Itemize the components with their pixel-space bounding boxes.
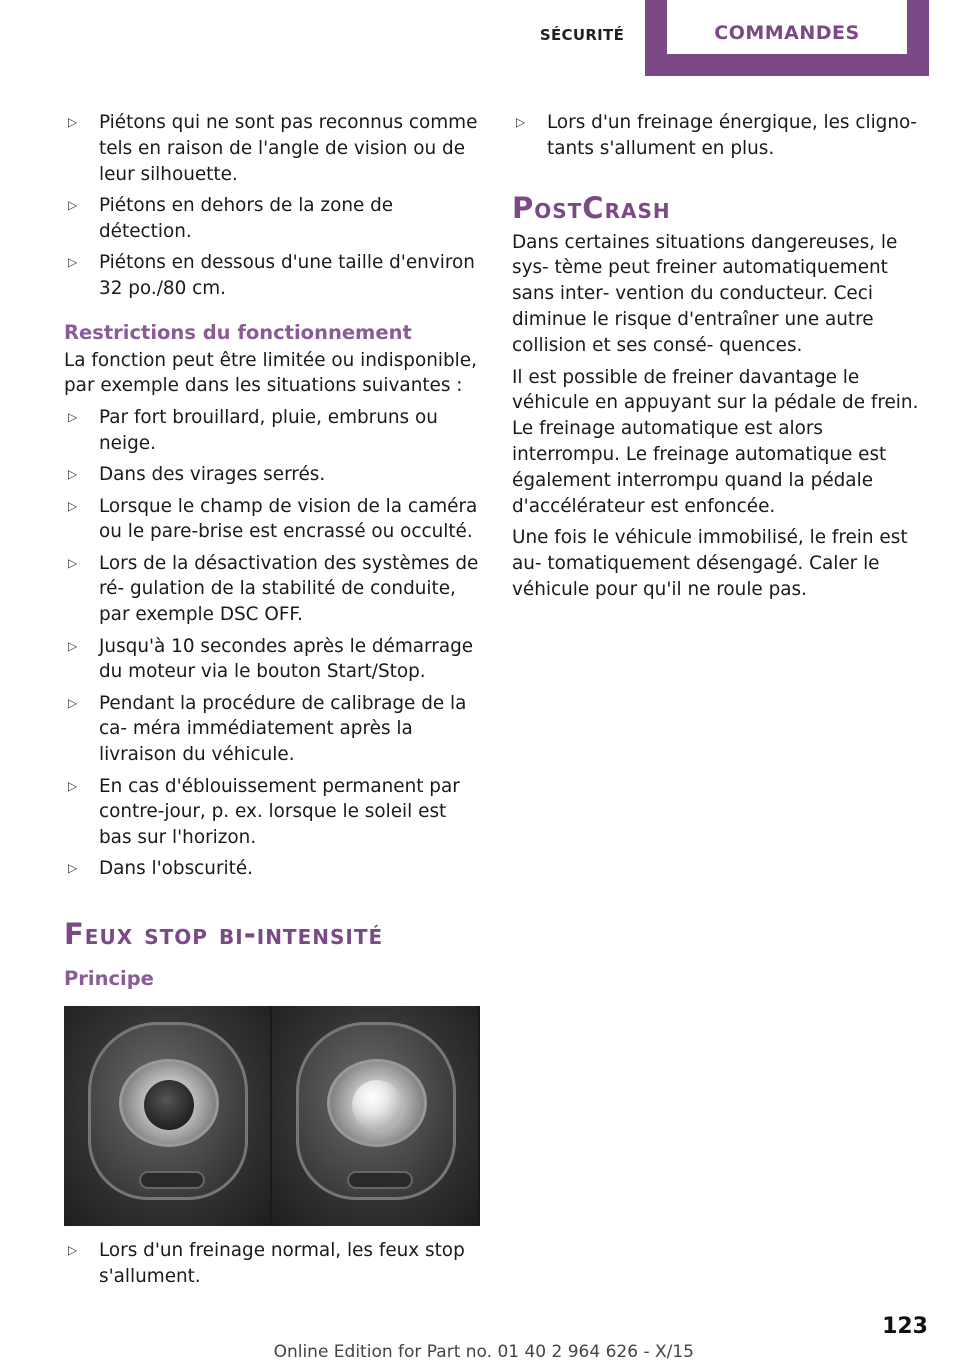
lamp-ring — [119, 1059, 219, 1147]
list-item-text: Dans des virages serrés. — [99, 464, 326, 486]
bullet-arrow-icon: ▷ — [68, 1243, 78, 1258]
bullet-arrow-icon: ▷ — [68, 778, 78, 793]
list-item-text: En cas d'éblouissement permanent par contre-jour, p. ex. lorsque le soleil est bas sur l'horizon. — [99, 775, 460, 849]
bullet-arrow-icon: ▷ — [68, 555, 78, 570]
lamp-housing — [296, 1022, 456, 1200]
tail-light-off-image — [64, 1006, 272, 1226]
restrictions-intro: La fonction peut être limitée ou indisponible, par exemple dans les situations suivantes : — [64, 349, 477, 397]
active-tab-label: COMMANDES — [667, 0, 907, 54]
list-item — [64, 691, 482, 768]
section-tab[interactable]: SÉCURITÉ — [539, 26, 625, 44]
restrictions-heading: Restrictions du fonctionnement — [64, 320, 412, 344]
list-item — [512, 110, 932, 162]
active-tab-frame[interactable] — [645, 0, 929, 76]
list-item-text: Lors d'un freinage énergique, les cligno‐ tants s'allument en plus. — [547, 112, 917, 159]
bullet-arrow-icon: ▷ — [516, 115, 526, 129]
lamp-ring — [327, 1059, 427, 1147]
edition-footer: Online Edition for Part no. 01 40 2 964 626 - X/15 — [273, 1342, 694, 1362]
list-item-text: Par fort brouillard, pluie, embruns ou neige. — [99, 407, 438, 454]
bullet-arrow-icon: ▷ — [68, 695, 78, 710]
tail-light-on-image — [272, 1006, 480, 1226]
list-item — [64, 551, 482, 628]
reflector-slot — [347, 1171, 413, 1189]
principle-heading: Principe — [64, 967, 154, 991]
brake-lights-heading: Feux stop bi-intensité — [64, 917, 384, 952]
brake-bullets — [64, 1238, 482, 1290]
list-item — [64, 405, 482, 457]
list-item-text: Piétons qui ne sont pas reconnus comme tels en raison de l'angle de vision ou de leur silhouette. — [99, 112, 478, 185]
list-item — [64, 110, 482, 187]
bullet-arrow-icon: ▷ — [68, 638, 78, 653]
bullet-arrow-icon: ▷ — [68, 410, 78, 425]
paragraph: Une fois le véhicule immobilisé, le frein est au‐ tomatiquement désengagé. Caler le véhicule pour qu'il ne roule pas. — [512, 527, 908, 600]
list-item-text: Dans l'obscurité. — [99, 858, 253, 880]
restrictions-bullets — [64, 405, 482, 882]
paragraph: Il est possible de freiner davantage le véhicule en appuyant sur la pédale de frein. Le freinage automatique est alors interrompu. Le freinage automatique est également interrompu quand la pédale d'accélérateur est enfoncée. — [512, 366, 919, 517]
list-item-text: Lors d'un freinage normal, les feux stop s'allument. — [99, 1240, 465, 1288]
brake-lamp-off — [144, 1080, 194, 1130]
bullet-arrow-icon: ▷ — [68, 498, 78, 513]
list-item-text: Piétons en dessous d'une taille d'environ 32 po./80 cm. — [99, 251, 475, 299]
postcrash-heading: PostCrash — [512, 190, 671, 225]
bullet-arrow-icon: ▷ — [68, 115, 78, 129]
paragraph: Dans certaines situations dangereuses, le sys‐ tème peut freiner automatiquement sans inter‐ vention du conducteur. Ceci diminue le risque d'entraîner une autre collision et ses consé‐ quences. — [512, 231, 898, 356]
list-item — [64, 1238, 482, 1290]
list-item — [64, 193, 482, 245]
list-item-text: Piétons en dehors de la zone de détection. — [99, 194, 394, 242]
brake-lights-photo — [64, 1006, 480, 1226]
list-item — [64, 250, 482, 302]
list-item — [64, 856, 482, 882]
bullet-arrow-icon: ▷ — [68, 254, 78, 269]
pedestrian-bullets — [64, 110, 482, 302]
bullet-arrow-icon: ▷ — [68, 861, 78, 876]
hazard-bullets — [512, 110, 932, 162]
bullet-arrow-icon: ▷ — [68, 467, 78, 482]
lamp-housing — [88, 1022, 248, 1200]
page-number: 123 — [882, 1314, 928, 1339]
bullet-arrow-icon: ▷ — [68, 197, 78, 212]
list-item-text: Jusqu'à 10 secondes après le démarrage du moteur via le bouton Start/Stop. — [99, 635, 474, 683]
list-item-text: Lorsque le champ de vision de la caméra ou le pare-brise est encrassé ou occulté. — [99, 495, 478, 543]
list-item — [64, 634, 482, 686]
brake-lamp-on — [352, 1080, 402, 1130]
right-column — [512, 110, 932, 609]
list-item-text: Lors de la désactivation des systèmes de ré‐ gulation de la stabilité de conduite, par exemple DSC OFF. — [99, 552, 479, 626]
reflector-slot — [139, 1171, 205, 1189]
list-item — [64, 774, 482, 851]
left-column — [64, 110, 482, 1295]
list-item — [64, 494, 482, 546]
list-item — [64, 462, 482, 488]
list-item-text: Pendant la procédure de calibrage de la ca‐ méra immédiatement après la livraison du véhicule. — [99, 692, 467, 766]
